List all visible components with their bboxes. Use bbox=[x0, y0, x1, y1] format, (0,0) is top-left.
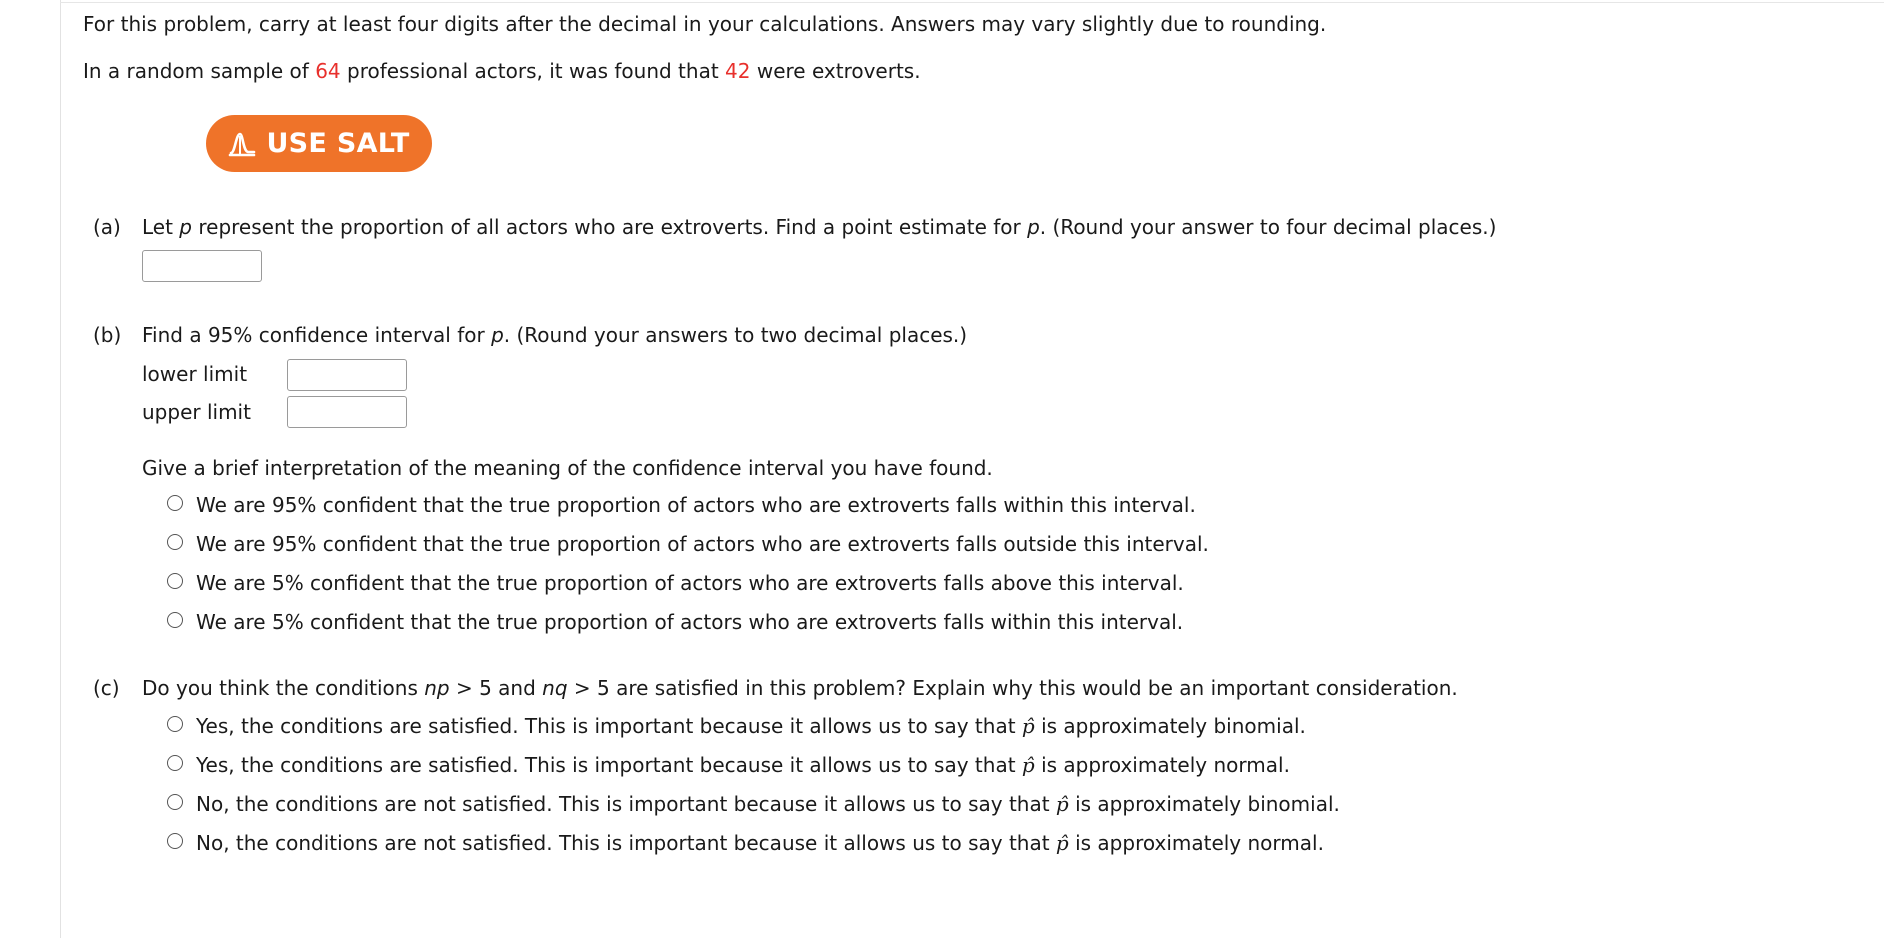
point-estimate-input[interactable] bbox=[142, 250, 262, 282]
part-b-marker: (b) bbox=[93, 323, 122, 347]
part-a-var: p bbox=[179, 215, 192, 239]
conditions-option-2-pre: Yes, the conditions are satisfied. This is important because it allows us to say that bbox=[196, 753, 1022, 777]
interpretation-option-1-radio[interactable] bbox=[167, 495, 183, 511]
conditions-option-3-radio[interactable] bbox=[167, 794, 183, 810]
conditions-option-1-radio[interactable] bbox=[167, 716, 183, 732]
part-b-text-pre: Find a 95% confidence interval for bbox=[142, 323, 492, 347]
use-salt-button[interactable] bbox=[206, 115, 432, 172]
success-count-value: 42 bbox=[725, 59, 751, 83]
part-b-question bbox=[142, 323, 967, 347]
interpretation-option-1-label[interactable]: We are 95% confident that the true proportion of actors who are extroverts falls within this interval. bbox=[196, 493, 1196, 517]
conditions-option-4-pre: No, the conditions are not satisfied. This is important because it allows us to say that bbox=[196, 831, 1056, 855]
conditions-option-3-post: is approximately binomial. bbox=[1068, 792, 1340, 816]
conditions-option-2-post: is approximately normal. bbox=[1034, 753, 1290, 777]
rounding-note: For this problem, carry at least four digits after the decimal in your calculations. Answers may vary slightly due to rounding. bbox=[83, 12, 1327, 36]
part-a-text-post: . (Round your answer to four decimal places.) bbox=[1039, 215, 1497, 239]
p-hat-symbol: p̂ bbox=[1021, 753, 1035, 777]
part-a-marker: (a) bbox=[93, 215, 121, 239]
use-salt-label: USE SALT bbox=[266, 128, 410, 159]
part-c-question bbox=[142, 676, 1458, 700]
conditions-option-2-radio[interactable] bbox=[167, 755, 183, 771]
part-c-text-pre: Do you think the conditions bbox=[142, 676, 425, 700]
interpretation-option-4-label[interactable]: We are 5% confident that the true proportion of actors who are extroverts falls within this interval. bbox=[196, 610, 1184, 634]
top-divider bbox=[60, 2, 1884, 3]
conditions-option-3-label[interactable] bbox=[196, 792, 1340, 816]
conditions-option-4-radio[interactable] bbox=[167, 833, 183, 849]
part-c-marker: (c) bbox=[93, 676, 120, 700]
conditions-option-1-pre: Yes, the conditions are satisfied. This is important because it allows us to say that bbox=[196, 714, 1022, 738]
sample-text-post: were extroverts. bbox=[750, 59, 921, 83]
upper-limit-input[interactable] bbox=[287, 396, 407, 428]
conditions-option-1-post: is approximately binomial. bbox=[1034, 714, 1306, 738]
conditions-option-4-post: is approximately normal. bbox=[1068, 831, 1324, 855]
part-a-var2: p bbox=[1027, 215, 1040, 239]
sample-size-value: 64 bbox=[315, 59, 341, 83]
upper-limit-label: upper limit bbox=[142, 400, 251, 424]
interpretation-option-2-label[interactable]: We are 95% confident that the true proportion of actors who are extroverts falls outside this interval. bbox=[196, 532, 1209, 556]
sample-text-mid: professional actors, it was found that bbox=[340, 59, 726, 83]
p-hat-symbol: p̂ bbox=[1055, 831, 1069, 855]
p-hat-symbol: p̂ bbox=[1021, 714, 1035, 738]
p-hat-symbol: p̂ bbox=[1055, 792, 1069, 816]
part-c-cond2: > 5 are satisfied in this problem? Explain why this would be an important consideration. bbox=[567, 676, 1458, 700]
conditions-option-3-pre: No, the conditions are not satisfied. This is important because it allows us to say that bbox=[196, 792, 1056, 816]
part-b-var: p bbox=[491, 323, 504, 347]
interpretation-option-4-radio[interactable] bbox=[167, 612, 183, 628]
part-a-text-pre: Let bbox=[142, 215, 180, 239]
sample-statement bbox=[83, 59, 921, 83]
part-c-cond1: > 5 and bbox=[449, 676, 543, 700]
interpretation-prompt: Give a brief interpretation of the meaning of the confidence interval you have found. bbox=[142, 456, 993, 480]
conditions-option-4-label[interactable] bbox=[196, 831, 1324, 855]
conditions-option-1-label[interactable] bbox=[196, 714, 1306, 738]
salt-curve-icon bbox=[228, 131, 256, 157]
nq-var: nq bbox=[542, 676, 568, 700]
part-b-text-post: . (Round your answers to two decimal places.) bbox=[503, 323, 968, 347]
lower-limit-input[interactable] bbox=[287, 359, 407, 391]
part-a-question bbox=[142, 215, 1496, 239]
interpretation-option-3-radio[interactable] bbox=[167, 573, 183, 589]
np-var: np bbox=[424, 676, 450, 700]
conditions-option-2-label[interactable] bbox=[196, 753, 1290, 777]
interpretation-option-3-label[interactable]: We are 5% confident that the true proportion of actors who are extroverts falls above this interval. bbox=[196, 571, 1184, 595]
part-a-text-mid: represent the proportion of all actors who are extroverts. Find a point estimate for bbox=[192, 215, 1028, 239]
sample-text-pre: In a random sample of bbox=[83, 59, 316, 83]
interpretation-option-2-radio[interactable] bbox=[167, 534, 183, 550]
left-divider bbox=[60, 0, 61, 938]
lower-limit-label: lower limit bbox=[142, 362, 248, 386]
